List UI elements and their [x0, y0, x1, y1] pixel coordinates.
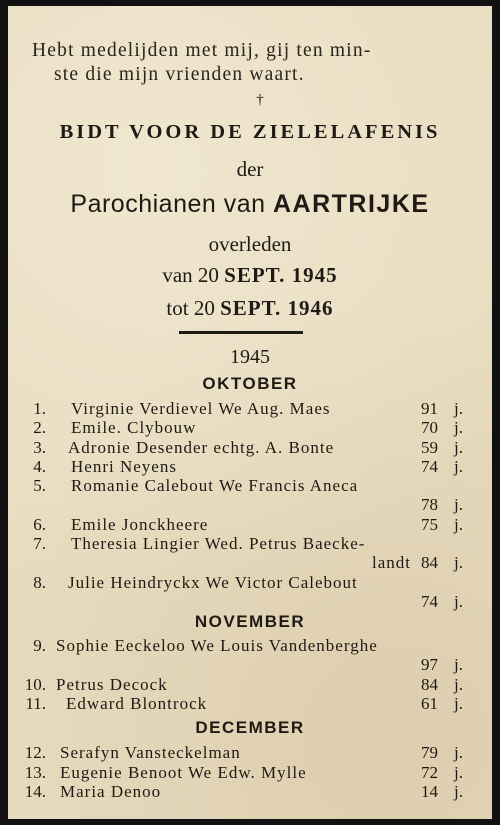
entry-number: 8.: [33, 573, 46, 592]
month-december: DECEMBER: [195, 718, 305, 737]
month-november: NOVEMBER: [194, 612, 306, 631]
entry-unit: j.: [454, 553, 463, 572]
memorial-card: [8, 6, 492, 819]
entry-age: 91: [421, 399, 438, 418]
entry-name: Petrus Decock: [56, 675, 168, 694]
entry-name: Henri Neyens: [71, 457, 177, 476]
entry-unit: j.: [454, 418, 463, 437]
entry-unit: j.: [454, 655, 463, 674]
entry-age: 70: [421, 418, 438, 437]
heading-der: der: [236, 157, 264, 181]
date-from-value: SEPT. 1945: [224, 263, 338, 287]
entry-unit: j.: [454, 592, 463, 611]
entry-number: 5.: [33, 476, 46, 495]
entry-age: 97: [421, 655, 438, 674]
entry-number: 11.: [25, 694, 46, 713]
year-heading: 1945: [230, 346, 270, 368]
cross-icon: †: [256, 92, 264, 108]
heading-place: AARTRIJKE: [273, 190, 430, 218]
entry-age: 75: [421, 515, 438, 534]
entry-unit: j.: [454, 675, 463, 694]
entry-name-continued: landt: [372, 553, 411, 572]
entry-number: 1.: [33, 399, 46, 418]
entry-unit: j.: [454, 399, 463, 418]
entry-name: Edward Blontrock: [66, 694, 208, 713]
entry-number: 3.: [33, 438, 46, 457]
entry-age: 61: [421, 694, 438, 713]
entry-name: Serafyn Vansteckelman: [60, 743, 241, 762]
entry-age: 74: [421, 457, 438, 476]
entry-number: 7.: [33, 534, 46, 553]
month-oktober: OKTOBER: [202, 374, 298, 393]
entry-age: 59: [421, 438, 438, 457]
entry-age: 84: [421, 675, 438, 694]
entry-name: Emile. Clybouw: [71, 418, 197, 437]
entry-age: 72: [421, 763, 438, 782]
quote-line-1: Hebt medelijden met mij, gij ten min-: [32, 40, 372, 61]
entry-unit: j.: [454, 694, 463, 713]
entry-number: 14.: [24, 782, 46, 801]
heading-parochianen: Parochianen van: [70, 190, 266, 218]
date-from-prefix: van 20: [162, 263, 219, 287]
entry-number: 13.: [24, 763, 46, 782]
entry-name: Emile Jonckheere: [71, 515, 209, 534]
entry-name: Theresia Lingier Wed. Petrus Baecke-: [71, 534, 366, 553]
entry-name: Sophie Eeckeloo We Louis Vandenberghe: [56, 636, 378, 655]
entry-unit: j.: [454, 457, 463, 476]
entry-unit: j.: [454, 515, 463, 534]
entry-unit: j.: [454, 495, 463, 514]
entry-age: 74: [421, 592, 438, 611]
heading-bidt: BIDT VOOR DE ZIELELAFENIS: [59, 121, 441, 143]
entry-name: Adronie Desender echtg. A. Bonte: [68, 438, 335, 457]
entry-name: Julie Heindryckx We Victor Calebout: [68, 573, 358, 592]
entry-age: 78: [421, 495, 438, 514]
entry-number: 6.: [33, 515, 46, 534]
entry-age: 79: [421, 743, 438, 762]
date-to: [8, 296, 492, 321]
entry-number: 10.: [24, 675, 46, 694]
heading-parish: [8, 190, 492, 219]
entry-name: Maria Denoo: [60, 782, 162, 801]
date-to-prefix: tot 20: [166, 296, 215, 320]
entry-number: 4.: [33, 457, 46, 476]
date-to-value: SEPT. 1946: [220, 296, 334, 320]
entry-age: 14: [421, 782, 438, 801]
entry-unit: j.: [454, 438, 463, 457]
entry-unit: j.: [454, 763, 463, 782]
entry-number: 9.: [33, 636, 46, 655]
entry-unit: j.: [454, 782, 463, 801]
entry-name: Romanie Calebout We Francis Aneca: [71, 476, 359, 495]
entry-number: 2.: [33, 418, 46, 437]
entry-number: 12.: [24, 743, 46, 762]
entry-name: Virginie Verdievel We Aug. Maes: [71, 399, 331, 418]
date-from: [8, 263, 492, 288]
entry-name: Eugenie Benoot We Edw. Mylle: [60, 763, 307, 782]
entry-unit: j.: [454, 743, 463, 762]
entry-age: 84: [421, 553, 438, 572]
heading-overleden: overleden: [208, 232, 292, 256]
divider: [179, 331, 303, 334]
quote-line-2: ste die mijn vrienden waart.: [54, 64, 305, 85]
